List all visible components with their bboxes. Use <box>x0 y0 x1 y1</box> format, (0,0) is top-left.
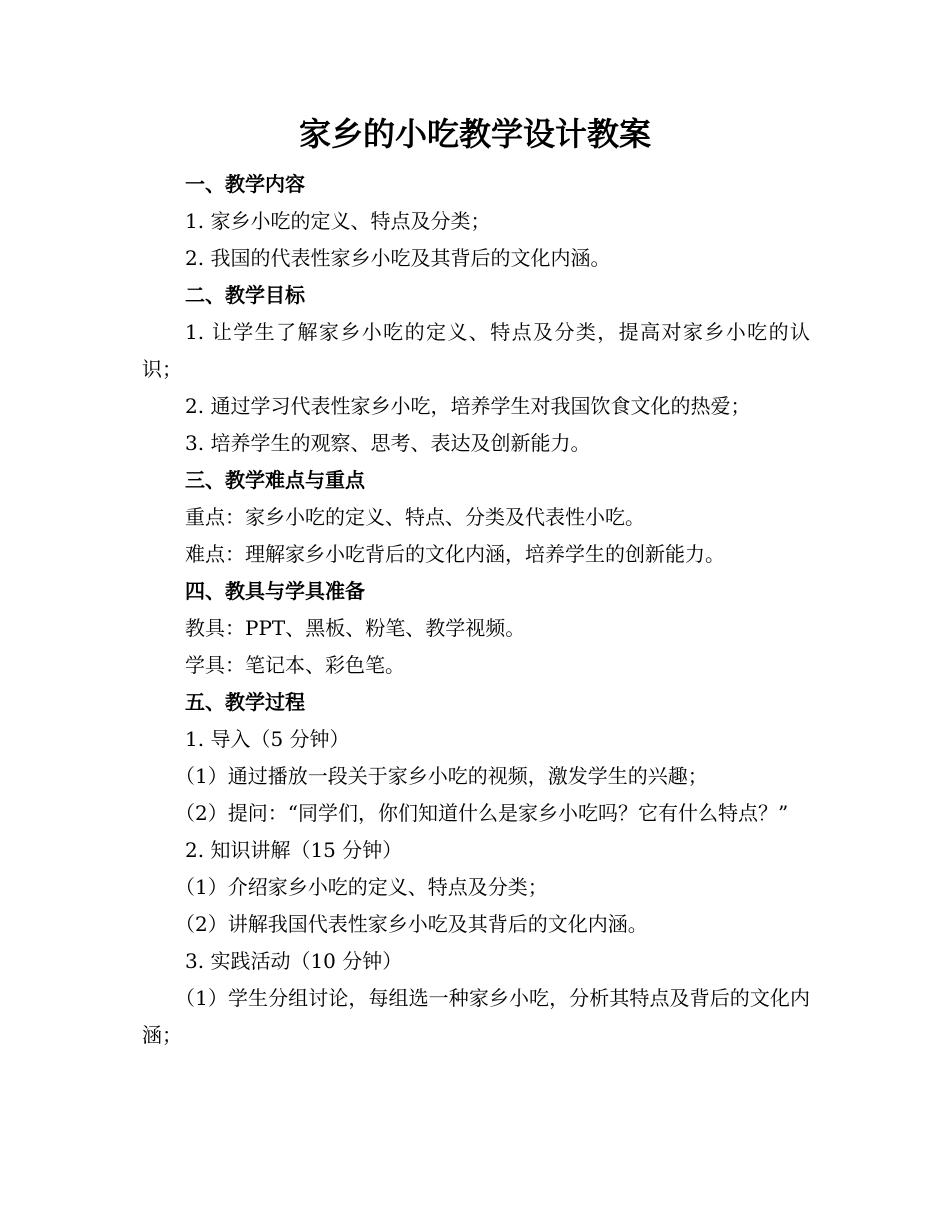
keypoint-difficulty: 难点：理解家乡小吃背后的文化内涵，培养学生的创新能力。 <box>185 542 725 566</box>
document-title: 家乡的小吃教学设计教案 <box>298 115 651 153</box>
process-step-2-item-2: （2）讲解我国代表性家乡小吃及其背后的文化内涵。 <box>175 912 648 936</box>
materials-student: 学具：笔记本、彩色笔。 <box>185 653 405 677</box>
process-step-1-item-2: （2）提问：“同学们，你们知道什么是家乡小吃吗？它有什么特点？” <box>175 801 789 825</box>
section-heading-goals: 二、教学目标 <box>185 283 305 307</box>
content-item-2: 2. 我国的代表性家乡小吃及其背后的文化内涵。 <box>185 246 611 270</box>
section-heading-keypoints: 三、教学难点与重点 <box>185 468 365 492</box>
document-body <box>142 166 810 1054</box>
section-heading-materials: 四、教具与学具准备 <box>185 579 365 603</box>
keypoint-focus: 重点：家乡小吃的定义、特点、分类及代表性小吃。 <box>185 505 645 529</box>
process-step-3-title: 3. 实践活动（10 分钟） <box>185 949 403 973</box>
goal-item-3: 3. 培养学生的观察、思考、表达及创新能力。 <box>185 431 591 455</box>
content-item-1: 1. 家乡小吃的定义、特点及分类； <box>185 209 491 233</box>
process-step-1-item-1: （1）通过播放一段关于家乡小吃的视频，激发学生的兴趣； <box>175 764 708 788</box>
goal-item-1: 1. 让学生了解家乡小吃的定义、特点及分类，提高对家乡小吃的认识； <box>142 320 810 381</box>
section-heading-process: 五、教学过程 <box>185 690 305 714</box>
section-heading-content: 一、教学内容 <box>185 172 305 196</box>
goal-item-2: 2. 通过学习代表性家乡小吃，培养学生对我国饮食文化的热爱； <box>185 394 751 418</box>
process-step-1-title: 1. 导入（5 分钟） <box>185 727 350 751</box>
materials-teacher: 教具：PPT、黑板、粉笔、教学视频。 <box>185 616 526 640</box>
process-step-2-item-1: （1）介绍家乡小吃的定义、特点及分类； <box>175 875 548 899</box>
process-step-2-title: 2. 知识讲解（15 分钟） <box>185 838 403 862</box>
process-step-3-item-1: （1）学生分组讨论，每组选一种家乡小吃，分析其特点及背后的文化内涵； <box>142 986 810 1047</box>
